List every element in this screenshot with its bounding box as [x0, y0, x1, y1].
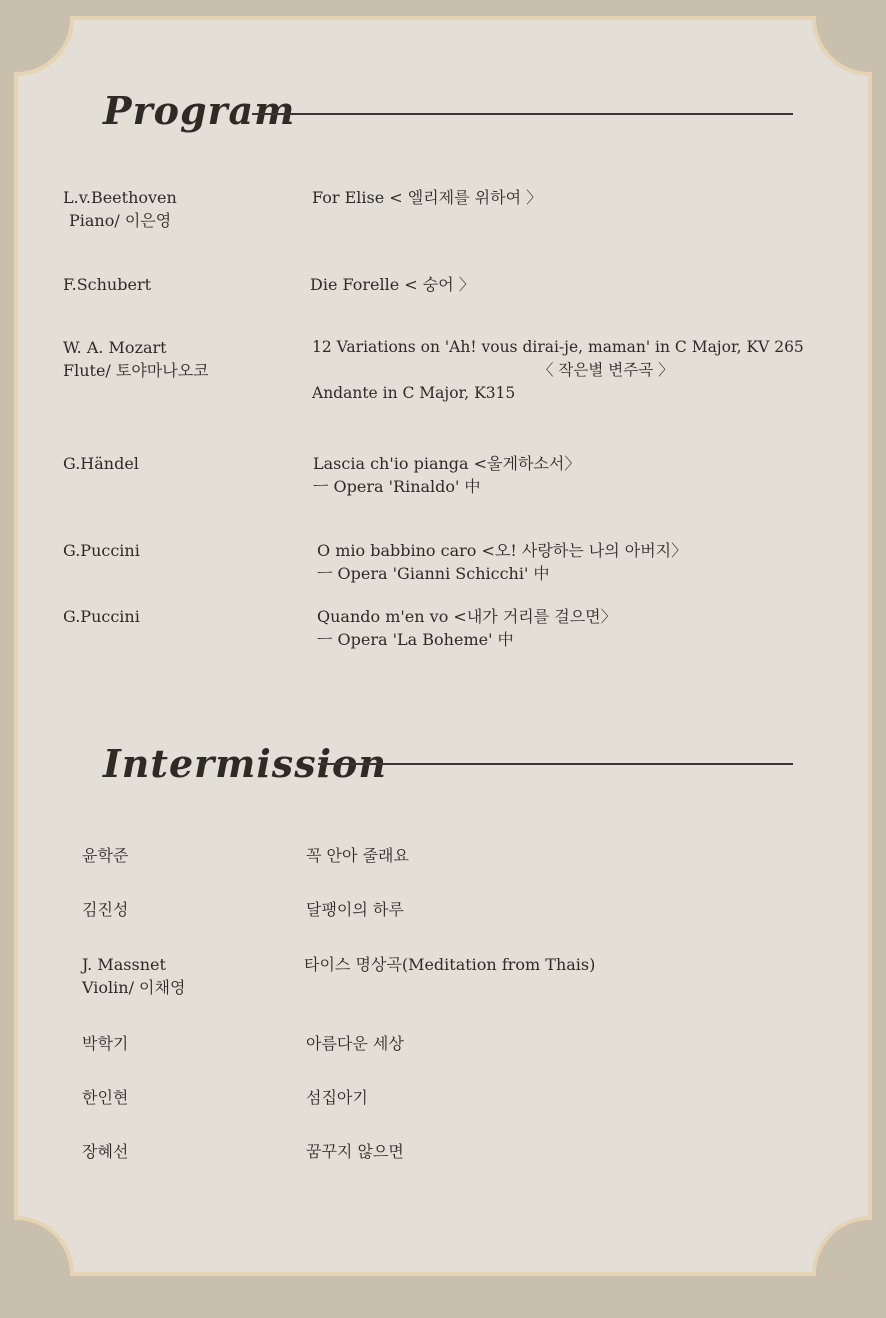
performer-name: 한인현: [82, 1088, 129, 1107]
intermission-item-name: [82, 1032, 128, 1055]
work-title: 달팽이의 하루: [306, 900, 404, 919]
composer-name: G.Händel: [63, 454, 139, 473]
performer-name: 장혜선: [82, 1142, 129, 1161]
intermission-item-work: [306, 898, 404, 921]
program-item-work: [317, 605, 617, 651]
program-item-composer: [63, 273, 151, 296]
intermission-item-name: [82, 844, 128, 867]
work-title: 꿈꾸지 않으면: [306, 1142, 404, 1161]
performer-name: Flute/ 토야마나오코: [63, 361, 209, 380]
performer-name: 윤학준: [82, 846, 129, 865]
work-title: O mio babbino caro <오! 사랑하는 나의 아버지〉: [317, 541, 688, 560]
program-item-composer: [63, 336, 209, 382]
intermission-heading-rule: [318, 763, 793, 765]
intermission-item-work: [306, 1140, 404, 1163]
intermission-item-work: [306, 844, 409, 867]
program-item-work: [310, 273, 475, 296]
program-item-composer: [63, 452, 139, 475]
program-item-work: [312, 186, 542, 209]
intermission-item-name: [82, 1086, 128, 1109]
composer-name: G.Puccini: [63, 607, 140, 626]
program-item-composer: [63, 186, 177, 232]
intermission-item-name: [82, 898, 128, 921]
work-title: 12 Variations on 'Ah! vous dirai-je, maman' in C Major, KV 265: [312, 338, 804, 356]
program-item-work: [317, 539, 687, 585]
work-title: 타이스 명상곡(Meditation from Thais): [304, 955, 596, 974]
composer-name: W. A. Mozart: [63, 338, 167, 357]
work-subtitle: 〈 작은별 변주곡 〉: [538, 361, 674, 379]
composer-name: F.Schubert: [63, 275, 152, 294]
opera-source: ㅡ Opera 'La Boheme' 中: [317, 630, 514, 649]
performer-name: 박학기: [82, 1034, 129, 1053]
performer-name: 김진성: [82, 900, 129, 919]
program-item-composer: [63, 539, 140, 562]
intermission-item-name: [82, 1140, 128, 1163]
program-heading-rule: [252, 113, 793, 115]
intermission-item-work: [304, 953, 595, 976]
work-title-2: Andante in C Major, K315: [312, 384, 516, 402]
performer-name: Piano/ 이은영: [69, 211, 172, 230]
program-item-work: [312, 336, 804, 405]
work-title: Die Forelle < 숭어 〉: [310, 275, 475, 294]
work-title: 아름다운 세상: [306, 1034, 404, 1053]
work-title: Lascia ch'io pianga <울게하소서〉: [313, 454, 581, 473]
composer-name: L.v.Beethoven: [63, 188, 177, 207]
intermission-item-work: [306, 1086, 368, 1109]
work-title: 섬집아기: [306, 1088, 368, 1107]
program-item-work: [313, 452, 580, 498]
intermission-heading: Intermission: [103, 741, 387, 786]
intermission-item-work: [306, 1032, 404, 1055]
work-title: For Elise < 엘리제를 위하여 〉: [312, 188, 543, 207]
program-item-composer: [63, 605, 140, 628]
performer-name: Violin/ 이채영: [82, 978, 186, 997]
work-title: Quando m'en vo <내가 거리를 걸으면〉: [317, 607, 617, 626]
opera-source: ㅡ Opera 'Rinaldo' 中: [313, 477, 481, 496]
composer-name: J. Massnet: [82, 955, 166, 974]
opera-source: ㅡ Opera 'Gianni Schicchi' 中: [317, 564, 550, 583]
program-heading: Program: [103, 88, 296, 133]
work-title: 꼭 안아 줄래요: [306, 846, 409, 865]
intermission-item-name: [82, 953, 185, 999]
composer-name: G.Puccini: [63, 541, 140, 560]
